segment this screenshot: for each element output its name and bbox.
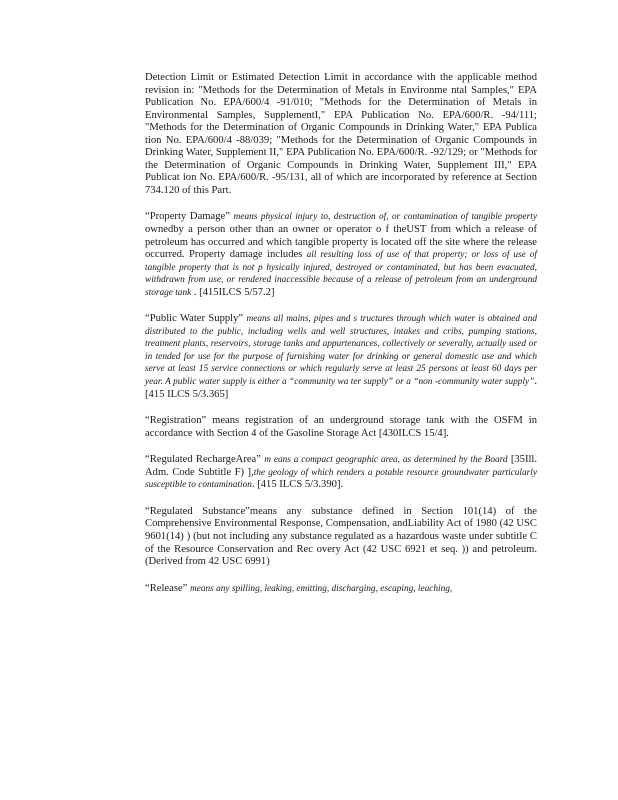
definition-registration xyxy=(145,415,537,440)
text-run: “Registration” means registration of an underground storage tank with the OSFM in accordance with Section 4 of the Gasoline Storage Act [430ILCS 15/4]. xyxy=(145,415,537,439)
text-run: “Regulated Substance”means any substance defined in Section 101(14) of the Comprehensive Environmental Response, Compensation, andLiability Act of 1980 (42 USC 9601(14) ) (but not including any substance regulated as a hazardous waste under subtitle C of the Resource Conservation and Rec overy Act (42 USC 6921 et seq. )) and petroleum. (Derived from 42 USC 6991) xyxy=(145,505,537,568)
italic-statutory-text: all resulting loss of use of that property; or loss of use of tangible property that is not p hysically injured, destroyed or contaminated, but has been evacuated, withdrawn from use, or rendered inaccessible because of a release of petroleum from an underground storage tank xyxy=(145,250,537,298)
paragraph-detection-limit xyxy=(145,72,537,197)
defined-term: “Release” xyxy=(145,582,190,594)
defined-term: “Public Water Supply” xyxy=(145,313,247,325)
definition-public-water-supply xyxy=(145,313,537,401)
defined-term: “Property Damage” xyxy=(145,211,234,223)
italic-statutory-text: the geology of which renders a potable resource groundwater particularly susceptible to contamination xyxy=(145,467,537,491)
text-run: Detection Limit or Estimated Detection Limit in accordance with the applicable method revision in: "Methods for the Determination of Metals in Environme ntal Samples," EPA Publication No. EPA/600/4 -91/010; "Methods for the Determination of Metals in Environmental Samples, SupplementI," EPA Publication No. EPA/600/R. -94/111; "Methods for the Determination of Organic Compounds in Drinking Water," EPA Publica tion No. EPA/600/4 -88/039; "Methods for the Determination of Organic Compounds in Drinking Water, Supplement II," EPA Publication No. EPA/600/R. -92/129; or "Methods for the Determination of Organic Compounds in Drinking Water, Supplement III," EPA Publicat ion No. EPA/600/R. -95/131, all of which are incorporated by reference at Section 734.120 of this Part. xyxy=(145,72,537,196)
italic-statutory-text: means physical injury to, destruction of, or contamination of tangible property xyxy=(233,212,537,223)
citation: [35Ill. Adm. Code Subtitle F) ], xyxy=(145,454,538,478)
definition-regulated-recharge-area xyxy=(145,454,537,492)
citation: . [415 ILCS 5/3.365] xyxy=(145,376,537,400)
text-column xyxy=(145,72,537,609)
definition-regulated-substance xyxy=(145,506,537,569)
text-run: ownedby a person other than an owner or operator o f theUST from which a release of petroleum has occurred and which tangible property is located off the site where the release occurred. Property damage includes xyxy=(145,224,537,261)
definition-property-damage xyxy=(145,211,537,299)
italic-statutory-text: m eans a compact geographic area, as determined by the Board xyxy=(264,455,508,466)
citation: . [415ILCS 5/57.2] xyxy=(191,286,275,298)
definition-release xyxy=(145,583,537,596)
citation: . [415 ILCS 5/3.390]. xyxy=(251,479,344,491)
italic-statutory-text: means any spilling, leaking, emitting, discharging, escaping, leaching, xyxy=(190,583,453,594)
defined-term: “Regulated RechargeArea” xyxy=(145,454,265,466)
italic-statutory-text: means all mains, pipes and s tructures through which water is obtained and distributed to the public, including wells and well structures, intakes and cribs, pumping stations, treatment plants, reservoirs, storage tanks and appurtenances, collectively or severally, actually used or in tended for use for the purpose of furnishing water for drinking or general domestic use and which serve at least 15 service connections or which regularly serve at least 25 persons at least 60 days per year. A public water supply is either a “community wa ter supply” or a “non -community water supply” xyxy=(145,314,537,388)
